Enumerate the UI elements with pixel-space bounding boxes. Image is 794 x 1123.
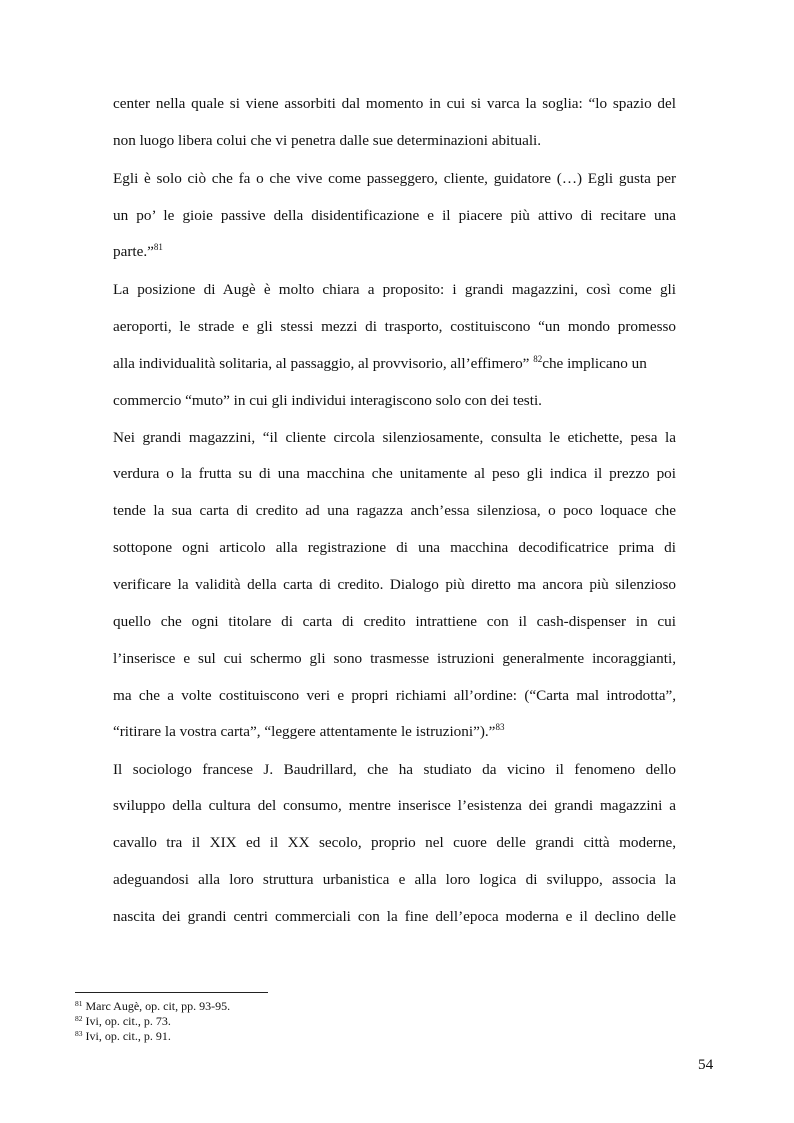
body-line: verdura o la frutta su di una macchina che unitamente al peso gli indica il prezzo poi <box>113 465 676 482</box>
footnote-number: 81 <box>75 999 83 1008</box>
footnote-text: Ivi, op. cit., p. 73. <box>85 1014 171 1028</box>
body-line <box>113 243 676 261</box>
body-line: Nei grandi magazzini, “il cliente circola silenziosamente, consulta le etichette, pesa la <box>113 429 676 446</box>
body-line: center nella quale si viene assorbiti dal momento in cui si varca la soglia: “lo spazio del <box>113 95 676 112</box>
body-line: un po’ le gioie passive della disidentificazione e il piacere più attivo di recitare una <box>113 207 676 224</box>
footnote-ref-83[interactable]: 83 <box>495 722 505 732</box>
body-line: non luogo libera colui che vi penetra dalle sue determinazioni abituali. <box>113 132 542 149</box>
body-line: nascita dei grandi centri commerciali con la fine dell’epoca moderna e il declino delle <box>113 908 676 925</box>
body-line: quello che ogni titolare di carta di credito intrattiene con il cash-dispenser in cui <box>113 613 676 630</box>
body-line: aeroporti, le strade e gli stessi mezzi di trasporto, costituiscono “un mondo promesso <box>113 318 676 335</box>
body-line <box>113 723 676 741</box>
footnote-text: Ivi, op. cit., p. 91. <box>85 1029 171 1043</box>
footnote-separator <box>75 992 268 993</box>
body-line: tende la sua carta di credito ad una ragazza anch’essa silenziosa, o poco loquace che <box>113 502 676 519</box>
footnote <box>75 1029 171 1043</box>
body-line: verificare la validità della carta di credito. Dialogo più diretto ma ancora più silenzioso <box>113 576 676 593</box>
body-line: La posizione di Augè è molto chiara a proposito: i grandi magazzini, così come gli <box>113 281 676 298</box>
body-line <box>113 355 676 373</box>
footnote-number: 82 <box>75 1014 83 1023</box>
body-line: sottopone ogni articolo alla registrazione di una macchina decodificatrice prima di <box>113 539 676 556</box>
page-number: 54 <box>698 1056 714 1073</box>
body-line: Il sociologo francese J. Baudrillard, che ha studiato da vicino il fenomeno dello <box>113 761 676 778</box>
body-line-text: “ritirare la vostra carta”, “leggere attentamente le istruzioni”).” <box>113 723 496 740</box>
body-line: cavallo tra il XIX ed il XX secolo, proprio nel cuore delle grandi città moderne, <box>113 834 676 851</box>
body-line: sviluppo della cultura del consumo, mentre inserisce l’esistenza dei grandi magazzini a <box>113 797 676 814</box>
footnote <box>75 1014 171 1028</box>
footnote-number: 83 <box>75 1029 83 1038</box>
body-line-text: che implicano un <box>542 355 647 372</box>
body-line: ma che a volte costituiscono veri e propri richiami all’ordine: (“Carta mal introdotta”, <box>113 687 676 704</box>
body-line: l’inserisce e sul cui schermo gli sono trasmesse istruzioni generalmente incoraggianti, <box>113 650 676 667</box>
footnote <box>75 999 230 1013</box>
footnote-ref-81[interactable]: 81 <box>153 242 163 252</box>
body-line-text: parte.” <box>113 243 154 260</box>
footnote-ref-82[interactable]: 82 <box>533 354 543 364</box>
body-line: adeguandosi alla loro struttura urbanistica e alla loro logica di sviluppo, associa la <box>113 871 676 888</box>
footnote-text: Marc Augè, op. cit, pp. 93-95. <box>85 999 231 1013</box>
body-line: Egli è solo ciò che fa o che vive come passeggero, cliente, guidatore (…) Egli gusta per <box>113 170 676 187</box>
body-line: commercio “muto” in cui gli individui interagiscono solo con dei testi. <box>113 392 542 409</box>
body-line-text: alla individualità solitaria, al passaggio, al provvisorio, all’effimero” <box>113 355 530 372</box>
